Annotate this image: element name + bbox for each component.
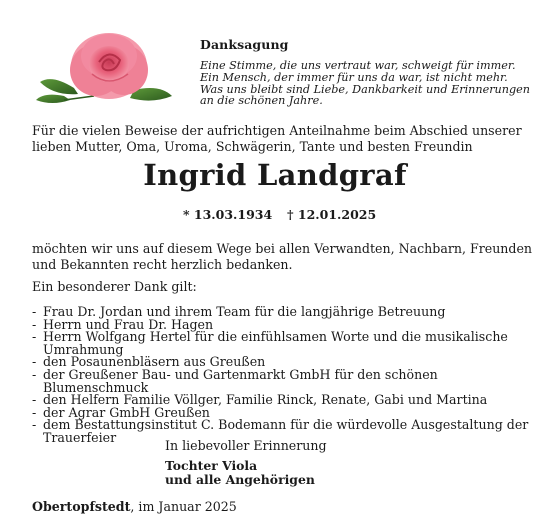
list-item: - dem Bestattungsinstitut C. Bodemann für die würdevolle Ausgestaltung der Trauerfeier bbox=[32, 417, 529, 445]
memory-line: In liebevoller Erinnerung bbox=[165, 438, 327, 453]
birth-date: * 13.03.1934 bbox=[183, 207, 273, 222]
thanks-text bbox=[32, 241, 532, 272]
signature bbox=[165, 459, 315, 487]
death-date: † 12.01.2025 bbox=[287, 207, 377, 222]
poem-line: Ein Mensch, der immer für uns da war, ist nicht mehr. bbox=[200, 70, 508, 84]
deceased-name: Ingrid Landgraf bbox=[143, 158, 407, 192]
list-item: - der Greußener Bau- und Gartenmarkt GmbH für den schönen Blumenschmuck bbox=[32, 366, 438, 395]
special-thanks-heading: Ein besonderer Dank gilt: bbox=[32, 279, 197, 294]
place-town: Obertopfstedt bbox=[32, 499, 131, 514]
place-date bbox=[32, 499, 237, 514]
intro-line: lieben Mutter, Oma, Uroma, Schwägerin, Tante und besten Freundin bbox=[32, 138, 473, 154]
heading: Danksagung bbox=[200, 37, 289, 52]
thanks-line: möchten wir uns auf diesem Wege bei allen Verwandten, Nachbarn, Freunden bbox=[32, 241, 533, 256]
poem bbox=[200, 60, 530, 107]
list-item: - Herrn und Frau Dr. Hagen bbox=[32, 316, 214, 332]
poem-line: an die schönen Jahre. bbox=[200, 94, 323, 108]
list-item: - Frau Dr. Jordan und ihrem Team für die langjährige Betreuung bbox=[32, 304, 446, 319]
signature-line: und alle Angehörigen bbox=[165, 472, 315, 487]
signature-line: Tochter Viola bbox=[165, 458, 258, 473]
list-item: - der Agrar GmbH Greußen bbox=[32, 404, 210, 420]
intro-text bbox=[32, 123, 532, 154]
place-date-text: , im Januar 2025 bbox=[130, 499, 237, 514]
thanks-line: und Bekannten recht herzlich bedanken. bbox=[32, 256, 293, 272]
thanks-list bbox=[32, 306, 542, 445]
rose-image bbox=[34, 26, 184, 104]
poem-line: Eine Stimme, die uns vertraut war, schweigt für immer. bbox=[200, 59, 516, 72]
list-item: - den Posaunenbläsern aus Greußen bbox=[32, 354, 266, 370]
list-item: - Herrn Wolfgang Hertel für die einfühlsamen Worte und die musikalische Umrahmung bbox=[32, 329, 508, 357]
poem-line: Was uns bleibt sind Liebe, Dankbarkeit und Erinnerungen bbox=[200, 82, 530, 96]
intro-line: Für die vielen Beweise der aufrichtigen Anteilnahme beim Abschied unserer bbox=[32, 123, 522, 138]
list-item: - den Helfern Familie Völlger, Familie Rinck, Renate, Gabi und Martina bbox=[32, 392, 488, 408]
